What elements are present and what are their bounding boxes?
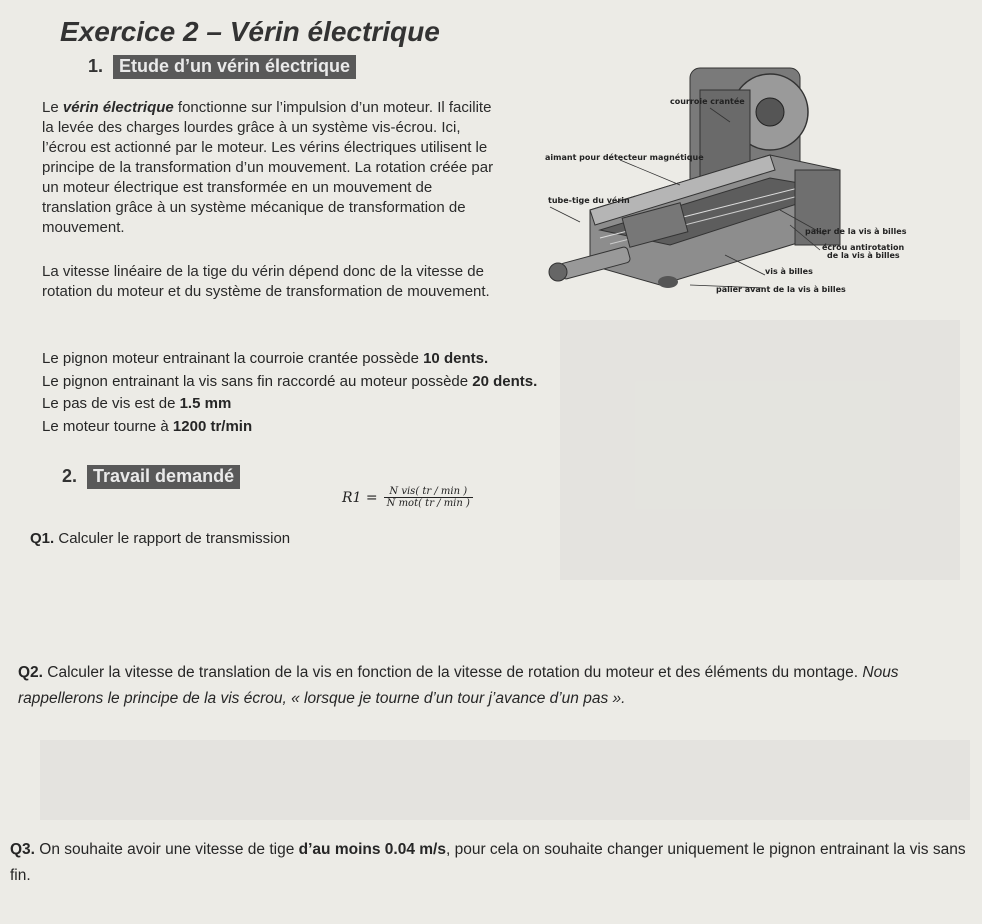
q2-label: Q2. [18,664,43,681]
q3-text-1: On souhaite avoir une vitesse de tige [34,841,299,858]
formula-fraction [384,486,473,509]
q1-text: Calculer le rapport de transmission [54,530,291,547]
section-1-label: Etude d’un vérin électrique [113,55,356,79]
question-1 [30,530,290,547]
q1-label: Q1. [30,530,55,547]
data-line: Le pas de vis est de 1.5 mm [42,395,232,412]
faint-background-text [560,320,960,580]
intro-paragraph [42,98,504,238]
given-data [42,348,537,438]
formula-lhs: R1 = [342,489,378,506]
section-2-number: 2. [62,466,78,486]
q2-italic: Nous rappellerons le principe de la vis écrou, « lorsque je tourne d’un tour j’avance d’un pas ». [18,664,899,707]
q3-text-2: , pour cela on souhaite changer uniquement le pignon entrainant la vis sans fin. [10,841,966,884]
formula-numerator: N vis( tr / min ) [389,486,468,497]
section-2-label: Travail demandé [87,465,240,489]
data-line: Le pignon moteur entrainant la courroie crantée possède 10 dents. [42,350,489,367]
label-courroie: courroie crantée [670,97,745,106]
label-palier: palier de la vis à billes [805,227,907,236]
question-3 [10,837,975,889]
intro-term: vérin électrique [62,99,174,116]
exercise-title: Exercice 2 – Vérin électrique [60,16,440,47]
label-aimant: aimant pour détecteur magnétique [545,153,704,162]
label-palier-avant: palier avant de la vis à billes [716,285,846,294]
data-line: Le pignon entrainant la vis sans fin raccordé au moteur possède 20 dents. [42,372,538,390]
intro-text: fonctionne sur l’impulsion d’un moteur. Il facilite la levée des charges lourdes grâce à un système vis-écrou. Ici, l’écrou est actionné par le moteur. Les vérins électriques utilisent le principe de la transformation d’un mouvement. La rotation créée par un moteur électrique est transformée en un mouvement de translation grâce à un système mécanique de transformation de mouvement. [42,99,494,236]
transmission-ratio-formula [342,486,473,509]
label-ecrou-1: écrou antirotation [822,243,905,252]
actuator-diagram [540,60,975,310]
q2-text: Calculer la vitesse de translation de la vis en fonction de la vitesse de rotation du moteur et des éléments du montage. [42,664,863,681]
data-line: Le moteur tourne à 1200 tr/min [42,417,253,435]
question-2 [18,660,968,712]
q3-label: Q3. [10,841,35,858]
label-ecrou-2: de la vis à billes [827,251,900,260]
intro-prefix: Le [42,99,63,116]
label-tube-tige: tube-tige du vérin [548,196,630,205]
formula-denominator: N mot( tr / min ) [386,498,470,509]
speed-paragraph: La vitesse linéaire de la tige du vérin dépend donc de la vitesse de rotation du moteur et du système de transformation de mouvement. [42,263,490,300]
q3-bold: d’au moins 0.04 m/s [298,841,446,858]
section-1-number: 1. [88,56,104,76]
faint-background-text [40,740,970,820]
section-2-heading [62,466,240,487]
section-1-heading [88,56,356,77]
label-vis: vis à billes [765,267,813,276]
